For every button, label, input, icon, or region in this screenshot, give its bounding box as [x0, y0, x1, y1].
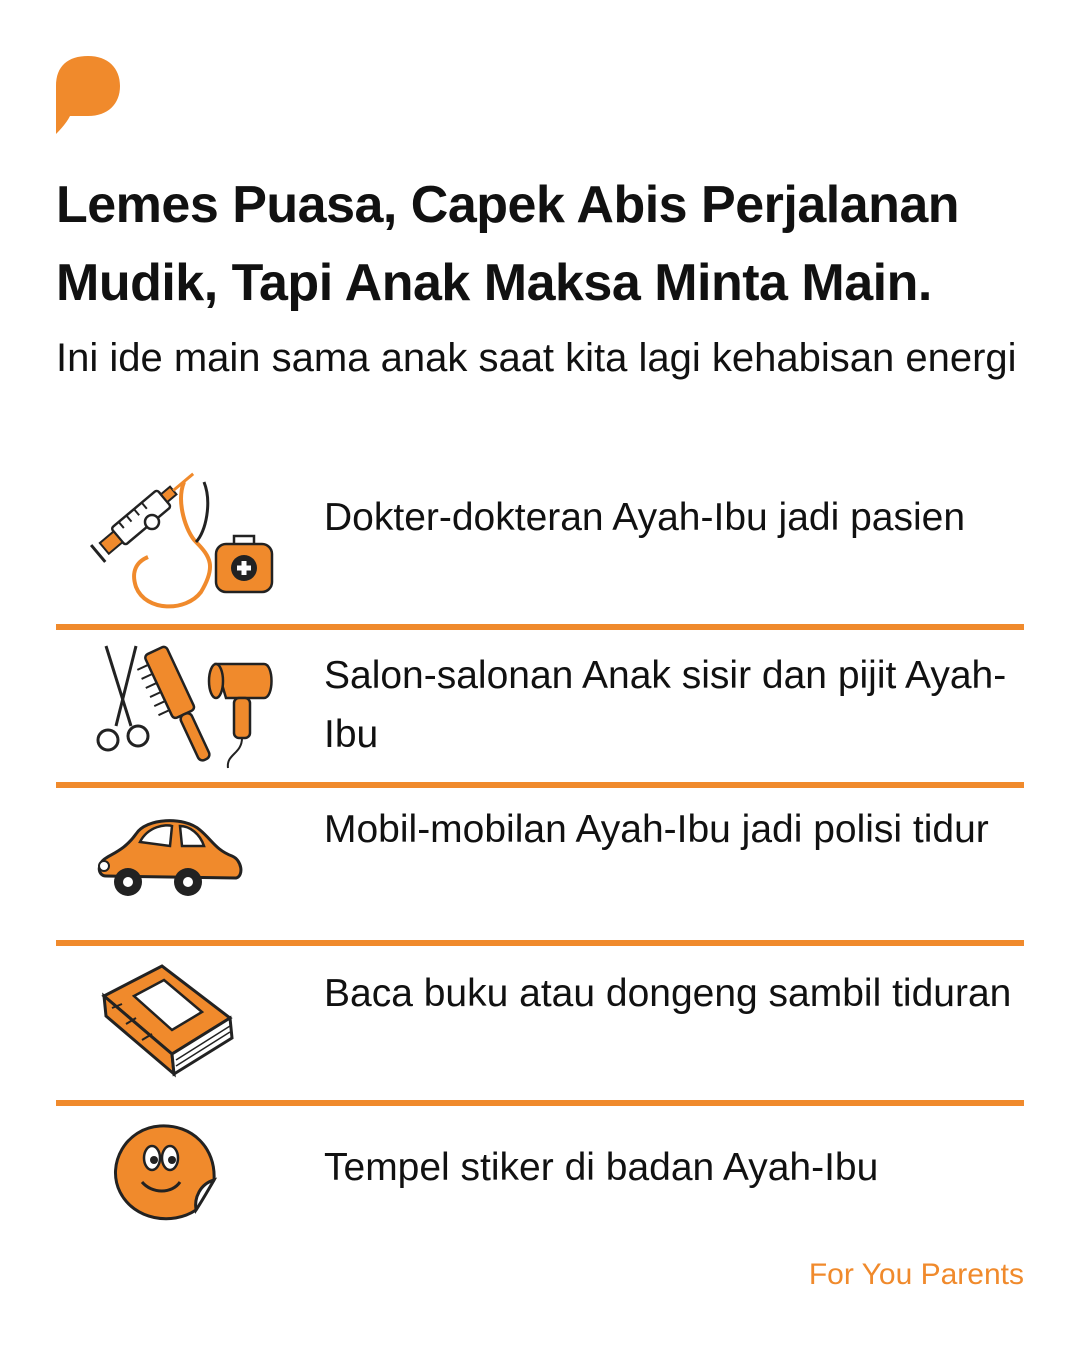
divider: [56, 624, 1024, 630]
idea-label: Salon-salonan Anak sisir dan pijit Ayah-Ibu: [324, 654, 1007, 756]
idea-label: Dokter-dokteran Ayah-Ibu jadi pasien: [324, 496, 966, 539]
toy-car-icon: [76, 786, 276, 926]
page-subtitle: Ini ide main sama anak saat kita lagi kehabisan energi: [56, 336, 1017, 380]
idea-label: Baca buku atau dongeng sambil tiduran: [324, 972, 1012, 1015]
smiley-sticker-icon: [76, 1114, 276, 1254]
idea-label: Tempel stiker di badan Ayah-Ibu: [324, 1146, 879, 1189]
page-title: Lemes Puasa, Capek Abis Perjalanan Mudik, Tapi Anak Maksa Minta Main.: [56, 176, 960, 312]
salon-tools-icon: [76, 636, 276, 776]
doctor-kit-icon: [76, 472, 276, 612]
idea-label: Mobil-mobilan Ayah-Ibu jadi polisi tidur: [324, 808, 989, 851]
brand-footer: For You Parents: [808, 1258, 1024, 1291]
divider: [56, 940, 1024, 946]
brand-logo-icon: [56, 56, 120, 134]
divider: [56, 1100, 1024, 1106]
book-icon: [76, 956, 276, 1096]
